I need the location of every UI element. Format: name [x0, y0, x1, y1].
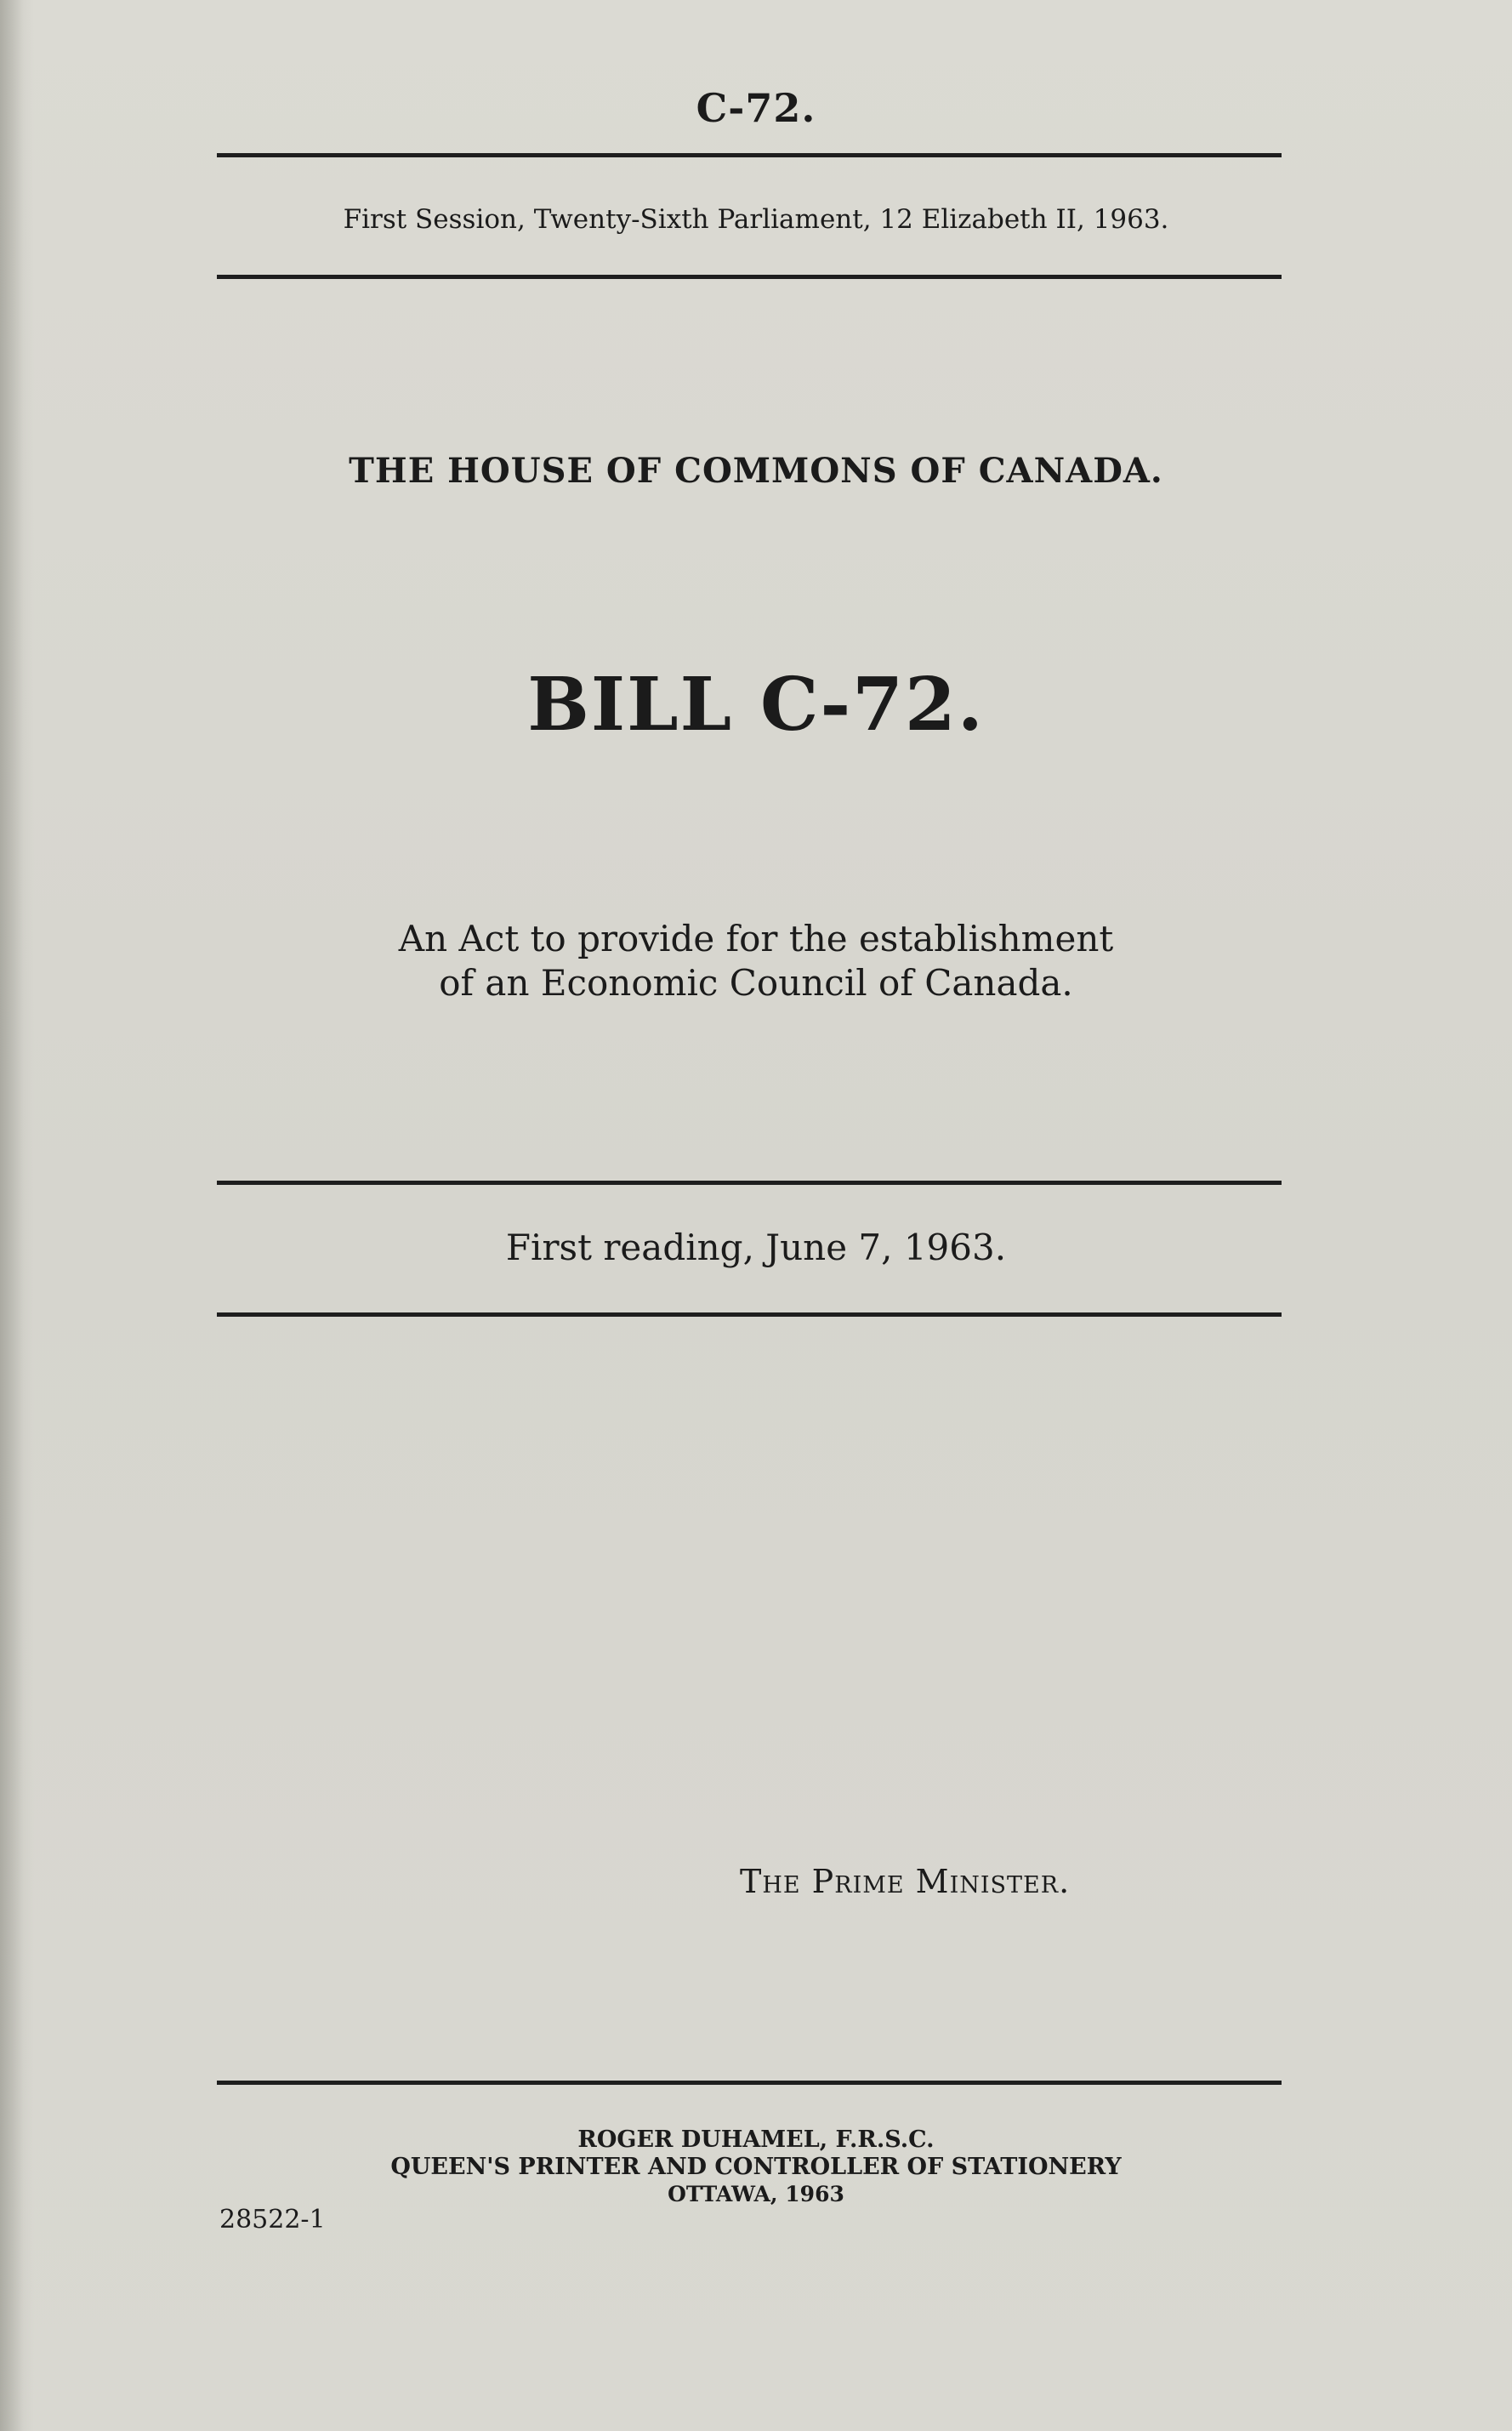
sponsor-line: The Prime Minister. — [740, 1863, 1071, 1900]
session-line: First Session, Twenty-Sixth Parliament, 12 Elizabeth II, 1963. — [343, 204, 1169, 235]
act-title-line-1: An Act to provide for the establishment — [398, 918, 1114, 959]
first-reading-line: First reading, June 7, 1963. — [505, 1227, 1007, 1268]
top-divider — [217, 153, 1282, 157]
bill-title: BILL C-72. — [527, 662, 985, 748]
printer-divider — [217, 2081, 1282, 2085]
printer-city-year: OTTAWA, 1963 — [668, 2182, 844, 2206]
session-divider — [217, 275, 1282, 279]
reading-top-divider — [217, 1181, 1282, 1185]
act-title-line-2: of an Economic Council of Canada. — [439, 962, 1073, 1004]
printer-name: ROGER DUHAMEL, F.R.S.C. — [577, 2126, 935, 2153]
house-of-commons-heading: THE HOUSE OF COMMONS OF CANADA. — [349, 451, 1163, 491]
bill-number-heading: C-72. — [696, 85, 816, 131]
act-title — [0, 917, 1512, 1005]
document-code: 28522-1 — [219, 2205, 326, 2235]
printer-imprint — [0, 2126, 1512, 2208]
printer-title: QUEEN'S PRINTER AND CONTROLLER OF STATIONERY — [390, 2154, 1122, 2180]
reading-bottom-divider — [217, 1312, 1282, 1317]
